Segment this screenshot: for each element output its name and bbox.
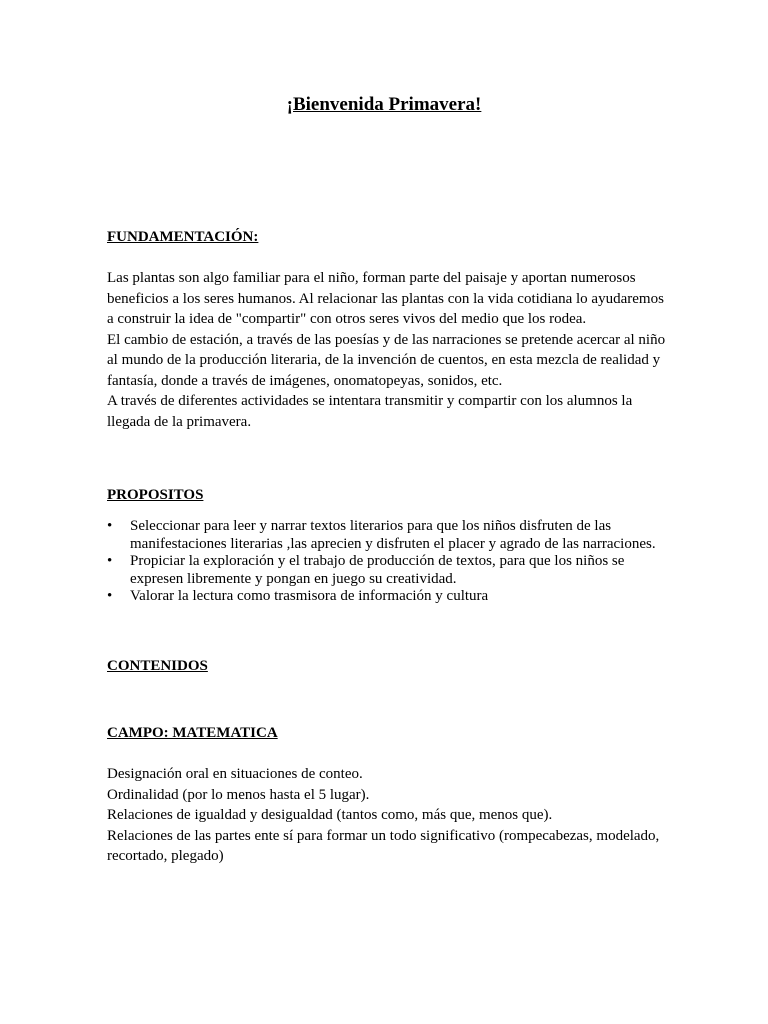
list-item — [107, 553, 667, 588]
fundamentacion-paragraph: El cambio de estación, a través de las poesías y de las narraciones se pretende acercar al niño al mundo de la producción literaria, de la invención de cuentos, en esta mezcla de realidad y fantasía, donde a través de imágenes, onomatopeyas, sonidos, etc. — [107, 331, 666, 389]
campo-matematica-line: Relaciones de igualdad y desigualdad (tantos como, más que, menos que). — [107, 807, 553, 823]
list-item — [107, 588, 667, 606]
heading-campo-matematica: CAMPO: MATEMATICA — [107, 725, 278, 741]
campo-matematica-line: Designación oral en situaciones de conteo. — [107, 766, 363, 782]
list-item-text: Valorar la lectura como trasmisora de información y cultura — [130, 588, 489, 604]
fundamentacion-body — [107, 268, 667, 432]
propositos-list — [107, 518, 667, 606]
bullet-icon: • — [107, 588, 113, 604]
heading-contenidos: CONTENIDOS — [107, 658, 208, 674]
fundamentacion-paragraph: A través de diferentes actividades se intentara transmitir y compartir con los alumnos la llegada de la primavera. — [107, 393, 633, 430]
list-item — [107, 518, 667, 553]
campo-matematica-body — [107, 764, 667, 867]
campo-matematica-line: Ordinalidad (por lo menos hasta el 5 lugar). — [107, 786, 370, 803]
fundamentacion-paragraph: Las plantas son algo familiar para el niño, forman parte del paisaje y aportan numerosos beneficios a los seres humanos. Al relacionar las plantas con la vida cotidiana lo ayudaremos a construir la idea de "compartir" con otros seres vivos del medio que los rodea. — [107, 270, 664, 327]
document-title: ¡Bienvenida Primavera! — [286, 94, 482, 115]
heading-propositos: PROPOSITOS — [107, 487, 204, 503]
list-item-text: Propiciar la exploración y el trabajo de producción de textos, para que los niños se expresen libremente y pongan en juego su creatividad. — [130, 553, 625, 587]
campo-matematica-line: Relaciones de las partes ente sí para formar un todo significativo (rompecabezas, modelado, recortado, plegado) — [107, 827, 660, 864]
bullet-icon: • — [107, 553, 113, 569]
list-item-text: Seleccionar para leer y narrar textos literarios para que los niños disfruten de las manifestaciones literarias ,las aprecien y disfruten el placer y agrado de las narraciones. — [130, 518, 656, 552]
heading-fundamentacion: FUNDAMENTACIÓN: — [107, 229, 259, 245]
bullet-icon: • — [107, 518, 113, 534]
